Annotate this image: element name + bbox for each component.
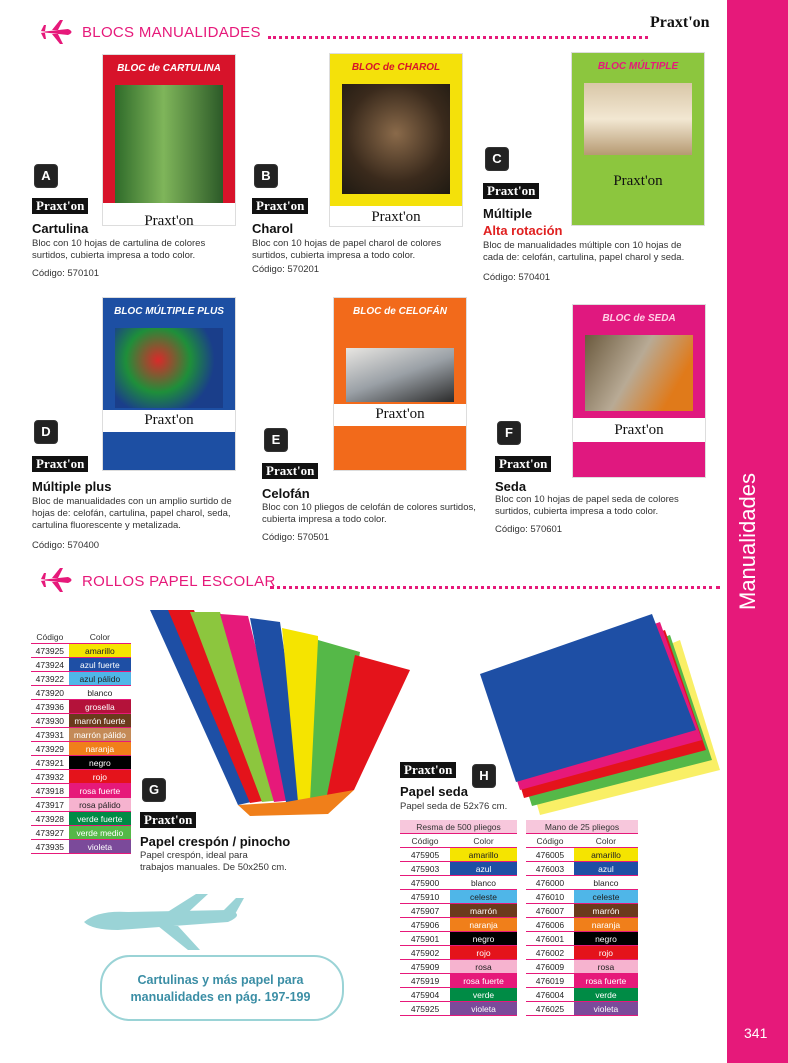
dotted-divider (270, 586, 720, 589)
cell-color: marrón (574, 904, 638, 918)
table-row (31, 784, 131, 798)
cell-code: 473917 (31, 798, 69, 812)
cell-code: 476005 (526, 848, 574, 862)
section-title-rollos: ROLLOS PAPEL ESCOLAR (82, 573, 276, 590)
cell-color: rojo (69, 770, 131, 784)
cell-color: negro (450, 932, 517, 946)
crepe-rolls-graphic (150, 600, 420, 820)
badge-g: G (142, 778, 166, 802)
cell-code: 475902 (400, 946, 450, 960)
table-group-mano: Mano de 25 pliegos (526, 820, 638, 834)
cover-photo-parrot (115, 328, 223, 408)
tissue-paper-graphic (480, 600, 720, 820)
product-desc-g: Papel crespón, ideal para trabajos manuales. De 50x250 cm. (140, 850, 287, 873)
badge-b: B (254, 164, 278, 188)
product-code-e: Código: 570501 (262, 532, 330, 543)
table-header-code: Código (526, 834, 574, 848)
table-row (526, 876, 638, 890)
product-code-d: Código: 570400 (32, 540, 100, 551)
cell-color: verde (574, 988, 638, 1002)
crepe-color-table (31, 630, 131, 854)
cell-color: amarillo (450, 848, 517, 862)
product-code-b: Código: 570201 (252, 264, 320, 275)
cell-color: rosa fuerte (69, 784, 131, 798)
table-row (31, 714, 131, 728)
cell-code: 475904 (400, 988, 450, 1002)
table-row (400, 1002, 517, 1016)
cell-code: 473935 (31, 840, 69, 854)
table-header-code: Código (400, 834, 450, 848)
cell-code: 476025 (526, 1002, 574, 1016)
tissue-paper-image (480, 600, 720, 820)
cell-code: 475907 (400, 904, 450, 918)
table-row (526, 988, 638, 1002)
cell-color: rosa pálido (69, 798, 131, 812)
brand-logo-a: Praxt'on (32, 198, 88, 214)
cell-color: rosa (574, 960, 638, 974)
cover-brand: Praxt'on (614, 422, 664, 438)
product-image-seda (572, 304, 706, 478)
cell-code: 476007 (526, 904, 574, 918)
brand-logo-b: Praxt'on (252, 198, 308, 214)
cell-code: 476000 (526, 876, 574, 890)
side-label: Manualidades (735, 473, 760, 610)
table-row (526, 848, 638, 862)
table-row (400, 946, 517, 960)
product-desc-e: Bloc con 10 pliegos de celofán de colores surtidos, cubierta impresa a todo color. (262, 502, 476, 525)
cell-code: 473936 (31, 700, 69, 714)
airplane-icon (38, 18, 76, 46)
cover-brand: Praxt'on (375, 406, 425, 422)
cover-photo-puppies (584, 83, 692, 155)
cloud-banner-text: Cartulinas y más papel para manualidades en pág. 197-199 (130, 973, 311, 1004)
cell-code: 476003 (526, 862, 574, 876)
cell-code: 473931 (31, 728, 69, 742)
cell-code: 476002 (526, 946, 574, 960)
table-row (526, 946, 638, 960)
cell-code: 475925 (400, 1002, 450, 1016)
product-image-multiple-plus (102, 297, 236, 471)
table-row (31, 756, 131, 770)
cell-color: negro (574, 932, 638, 946)
cell-color: marrón fuerte (69, 714, 131, 728)
cell-code: 473930 (31, 714, 69, 728)
table-row (526, 904, 638, 918)
seda-mano-table (526, 820, 638, 1016)
cell-color: azul pálido (69, 672, 131, 686)
cell-code: 475919 (400, 974, 450, 988)
table-row (526, 960, 638, 974)
cover-photo-tiger (346, 348, 454, 402)
cover-title: BLOC de CARTULINA (117, 63, 221, 74)
cell-color: blanco (69, 686, 131, 700)
product-name-c: Múltiple (483, 206, 533, 221)
cell-code: 473927 (31, 826, 69, 840)
cover-photo-rabbit (585, 335, 693, 411)
table-group-resma: Resma de 500 pliegos (400, 820, 517, 834)
cell-color: verde fuerte (69, 812, 131, 826)
table-row (400, 988, 517, 1002)
brand-logo-h: Praxt'on (400, 762, 456, 778)
badge-h: H (472, 764, 496, 788)
table-row (31, 686, 131, 700)
cell-color: violeta (574, 1002, 638, 1016)
product-image-celofan (333, 297, 467, 471)
cover-title: BLOC de CELOFÁN (353, 306, 447, 317)
cell-color: azul (450, 862, 517, 876)
product-name-d: Múltiple plus (32, 479, 112, 494)
table-row (31, 742, 131, 756)
cover-title: BLOC de SEDA (602, 313, 676, 324)
badge-d: D (34, 420, 58, 444)
cell-color: azul (574, 862, 638, 876)
cell-color: rosa fuerte (574, 974, 638, 988)
section-title-blocs: BLOCS MANUALIDADES (82, 24, 261, 41)
product-code-a: Código: 570101 (32, 268, 100, 279)
product-name-f: Seda (495, 479, 527, 494)
table-row (31, 700, 131, 714)
cell-code: 475906 (400, 918, 450, 932)
cell-code: 473928 (31, 812, 69, 826)
airplane-icon (38, 566, 76, 594)
product-desc-h: Papel seda de 52x76 cm. (400, 801, 508, 812)
product-desc-a: Bloc con 10 hojas de cartulina de colores surtidos, cubierta impresa a todo color. (32, 238, 206, 261)
cell-color: marrón pálido (69, 728, 131, 742)
cell-code: 476010 (526, 890, 574, 904)
cell-code: 476004 (526, 988, 574, 1002)
cell-color: rojo (450, 946, 517, 960)
badge-f: F (497, 421, 521, 445)
cell-color: violeta (450, 1002, 517, 1016)
airplane-illustration (78, 892, 248, 952)
product-desc-c: Bloc de manualidades múltiple con 10 hojas de cada de: celofán, cartulina, papel charol y seda. (483, 240, 685, 263)
product-image-charol (329, 53, 463, 227)
cell-color: rojo (574, 946, 638, 960)
cell-code: 473918 (31, 784, 69, 798)
table-row (400, 904, 517, 918)
seda-resma-table (400, 820, 517, 1016)
cell-color: verde (450, 988, 517, 1002)
table-header-color: Color (574, 834, 638, 848)
table-row (526, 974, 638, 988)
table-row (526, 862, 638, 876)
cell-code: 476001 (526, 932, 574, 946)
product-desc-b: Bloc con 10 hojas de papel charol de colores surtidos, cubierta impresa a todo color. (252, 238, 442, 261)
cover-brand: Praxt'on (371, 209, 421, 225)
brand-logo-c: Praxt'on (483, 183, 539, 199)
product-name-g: Papel crespón / pinocho (140, 834, 291, 849)
cell-code: 473929 (31, 742, 69, 756)
table-row (31, 644, 131, 658)
cover-photo-chimp (342, 84, 450, 194)
cover-title: BLOC MÚLTIPLE (597, 61, 679, 72)
table-row (31, 770, 131, 784)
cell-code: 475900 (400, 876, 450, 890)
product-code-c: Código: 570401 (483, 272, 551, 283)
cell-color: celeste (574, 890, 638, 904)
cell-code: 473921 (31, 756, 69, 770)
table-row (400, 918, 517, 932)
table-row (31, 826, 131, 840)
table-row (400, 890, 517, 904)
cell-color: azul fuerte (69, 658, 131, 672)
product-name-e: Celofán (262, 486, 310, 501)
cell-color: marrón (450, 904, 517, 918)
cell-code: 476019 (526, 974, 574, 988)
dotted-divider (268, 36, 648, 39)
cover-brand: Praxt'on (144, 213, 194, 226)
product-desc-d: Bloc de manualidades con un amplio surtido de hojas de: celofán, cartulina, papel charol, seda, cartulina fluorescente y metalizada. (32, 496, 232, 531)
table-row (400, 960, 517, 974)
table-header-code: Código (31, 630, 69, 644)
cell-color: celeste (450, 890, 517, 904)
table-header-color: Color (69, 630, 131, 644)
page-number: 341 (744, 1025, 768, 1041)
table-row (400, 862, 517, 876)
cell-color: negro (69, 756, 131, 770)
cell-color: violeta (69, 840, 131, 854)
badge-e: E (264, 428, 288, 452)
table-row (31, 728, 131, 742)
cover-brand: Praxt'on (613, 173, 663, 189)
product-name-a: Cartulina (32, 221, 89, 236)
cell-code: 476006 (526, 918, 574, 932)
brand-logo-d: Praxt'on (32, 456, 88, 472)
badge-a: A (34, 164, 58, 188)
table-row (31, 812, 131, 826)
cell-code: 475905 (400, 848, 450, 862)
cell-color: amarillo (574, 848, 638, 862)
cell-color: blanco (574, 876, 638, 890)
cell-color: rosa (450, 960, 517, 974)
product-code-f: Código: 570601 (495, 524, 563, 535)
cell-color: blanco (450, 876, 517, 890)
table-row (400, 932, 517, 946)
table-row (526, 890, 638, 904)
brand-logo-e: Praxt'on (262, 463, 318, 479)
table-row (526, 932, 638, 946)
table-row (526, 1002, 638, 1016)
badge-c: C (485, 147, 509, 171)
product-image-multiple (571, 52, 705, 226)
cover-photo-frog (115, 85, 223, 203)
cell-code: 473922 (31, 672, 69, 686)
cell-color: amarillo (69, 644, 131, 658)
cell-code: 475901 (400, 932, 450, 946)
cell-code: 473925 (31, 644, 69, 658)
cell-color: verde medio (69, 826, 131, 840)
cell-code: 476009 (526, 960, 574, 974)
cover-brand: Praxt'on (144, 412, 194, 428)
table-row (400, 974, 517, 988)
brand-logo-f: Praxt'on (495, 456, 551, 472)
product-alt-c: Alta rotación (483, 223, 563, 238)
crepe-rolls-image (150, 600, 420, 820)
cell-code: 475909 (400, 960, 450, 974)
cell-code: 473920 (31, 686, 69, 700)
cell-color: rosa fuerte (450, 974, 517, 988)
cover-title: BLOC MÚLTIPLE PLUS (114, 306, 224, 317)
product-name-b: Charol (252, 221, 294, 236)
cell-code: 473932 (31, 770, 69, 784)
brand-logo-g: Praxt'on (140, 812, 196, 828)
product-name-h: Papel seda (400, 784, 468, 799)
table-row (31, 798, 131, 812)
table-row (526, 918, 638, 932)
table-row (400, 876, 517, 890)
table-row (31, 672, 131, 686)
cell-color: grosella (69, 700, 131, 714)
product-desc-f: Bloc con 10 hojas de papel seda de colores surtidos, cubierta impresa a todo color. (495, 494, 679, 517)
table-row (31, 658, 131, 672)
cell-color: naranja (574, 918, 638, 932)
brand-logo: Praxt'on (650, 14, 710, 31)
table-row (400, 848, 517, 862)
cell-color: naranja (69, 742, 131, 756)
cell-code: 475910 (400, 890, 450, 904)
cell-color: naranja (450, 918, 517, 932)
table-header-color: Color (450, 834, 517, 848)
cover-title: BLOC de CHAROL (351, 62, 441, 73)
product-image-cartulina (102, 54, 236, 226)
table-row (31, 840, 131, 854)
cell-code: 475903 (400, 862, 450, 876)
cell-code: 473924 (31, 658, 69, 672)
